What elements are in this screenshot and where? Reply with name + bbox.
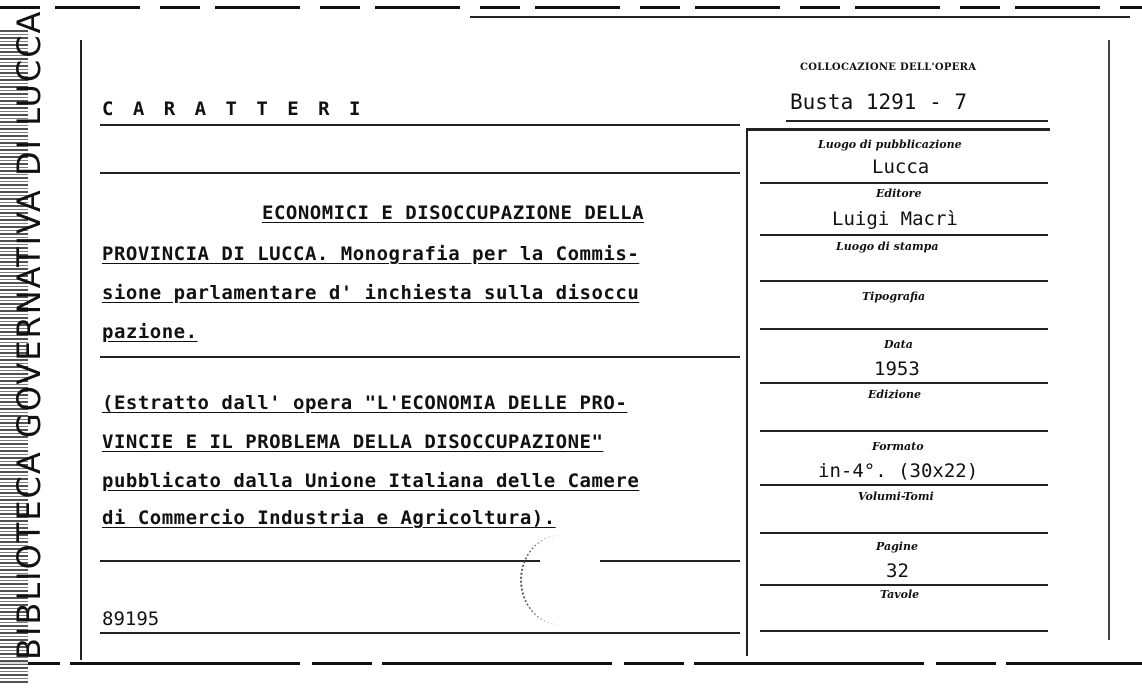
body-line: pubblicato dalla Unione Italiana delle Camere: [102, 470, 640, 492]
panel-border: [746, 128, 748, 656]
rule: [100, 632, 740, 634]
collocation-label: COLLOCAZIONE DELL'OPERA: [800, 62, 977, 73]
body-line: (Estratto dall' opera "L'ECONOMIA DELLE PRO-: [102, 392, 628, 414]
top-border: [0, 6, 1142, 9]
rule: [760, 280, 1048, 282]
top-border-inner: [470, 16, 1130, 18]
formato-value: in-4°. (30x22): [818, 460, 979, 482]
right-border: [1108, 40, 1110, 640]
rule: [760, 182, 1048, 184]
rule: [786, 120, 1048, 122]
panel-top: [746, 128, 1050, 131]
pagine-label: Pagine: [876, 540, 918, 553]
luogo-pubblicazione-value: Lucca: [872, 156, 930, 178]
editore-label: Editore: [876, 187, 922, 200]
body-line: ECONOMICI E DISOCCUPAZIONE DELLA: [262, 202, 645, 224]
editore-value: Luigi Macrì: [832, 208, 958, 230]
luogo-stampa-label: Luogo di stampa: [836, 240, 939, 253]
pagine-value: 32: [886, 560, 909, 582]
rule: [100, 124, 740, 126]
formato-label: Formato: [872, 440, 924, 453]
rule: [600, 560, 740, 562]
data-value: 1953: [874, 358, 920, 380]
data-label: Data: [884, 338, 913, 351]
library-name: BIBLIOTECA GOVERNATIVA DI LUCCA: [10, 9, 48, 660]
rule: [760, 630, 1048, 632]
rule: [760, 234, 1048, 236]
body-line: di Commercio Industria e Agricoltura).: [102, 507, 556, 529]
body-line: pazione.: [102, 321, 198, 343]
rule: [760, 382, 1048, 384]
bottom-border: [0, 662, 1142, 665]
rule: [760, 430, 1048, 432]
volumi-label: Volumi-Tomi: [858, 490, 934, 503]
category-heading: C A R A T T E R I: [102, 98, 365, 120]
margin-line: [80, 40, 82, 660]
rule: [760, 584, 1048, 586]
rule: [760, 484, 1048, 486]
collocation-value: Busta 1291 - 7: [790, 90, 968, 114]
tavole-label: Tavole: [880, 588, 920, 601]
rule: [100, 172, 740, 174]
tipografia-label: Tipografia: [862, 290, 926, 303]
rule: [760, 532, 1048, 534]
body-line: sione parlamentare d' inchiesta sulla disoccu: [102, 282, 640, 304]
body-line: VINCIE E IL PROBLEMA DELLA DISOCCUPAZIONE": [102, 431, 604, 453]
inventory-number: 89195: [102, 608, 160, 630]
rule: [100, 356, 740, 358]
luogo-pubblicazione-label: Luogo di pubblicazione: [818, 138, 962, 151]
rule: [760, 328, 1048, 330]
body-line: PROVINCIA DI LUCCA. Monografia per la Commis-: [102, 243, 640, 265]
rule: [100, 560, 540, 562]
stamp-mark: [520, 535, 602, 625]
edizione-label: Edizione: [868, 388, 922, 401]
